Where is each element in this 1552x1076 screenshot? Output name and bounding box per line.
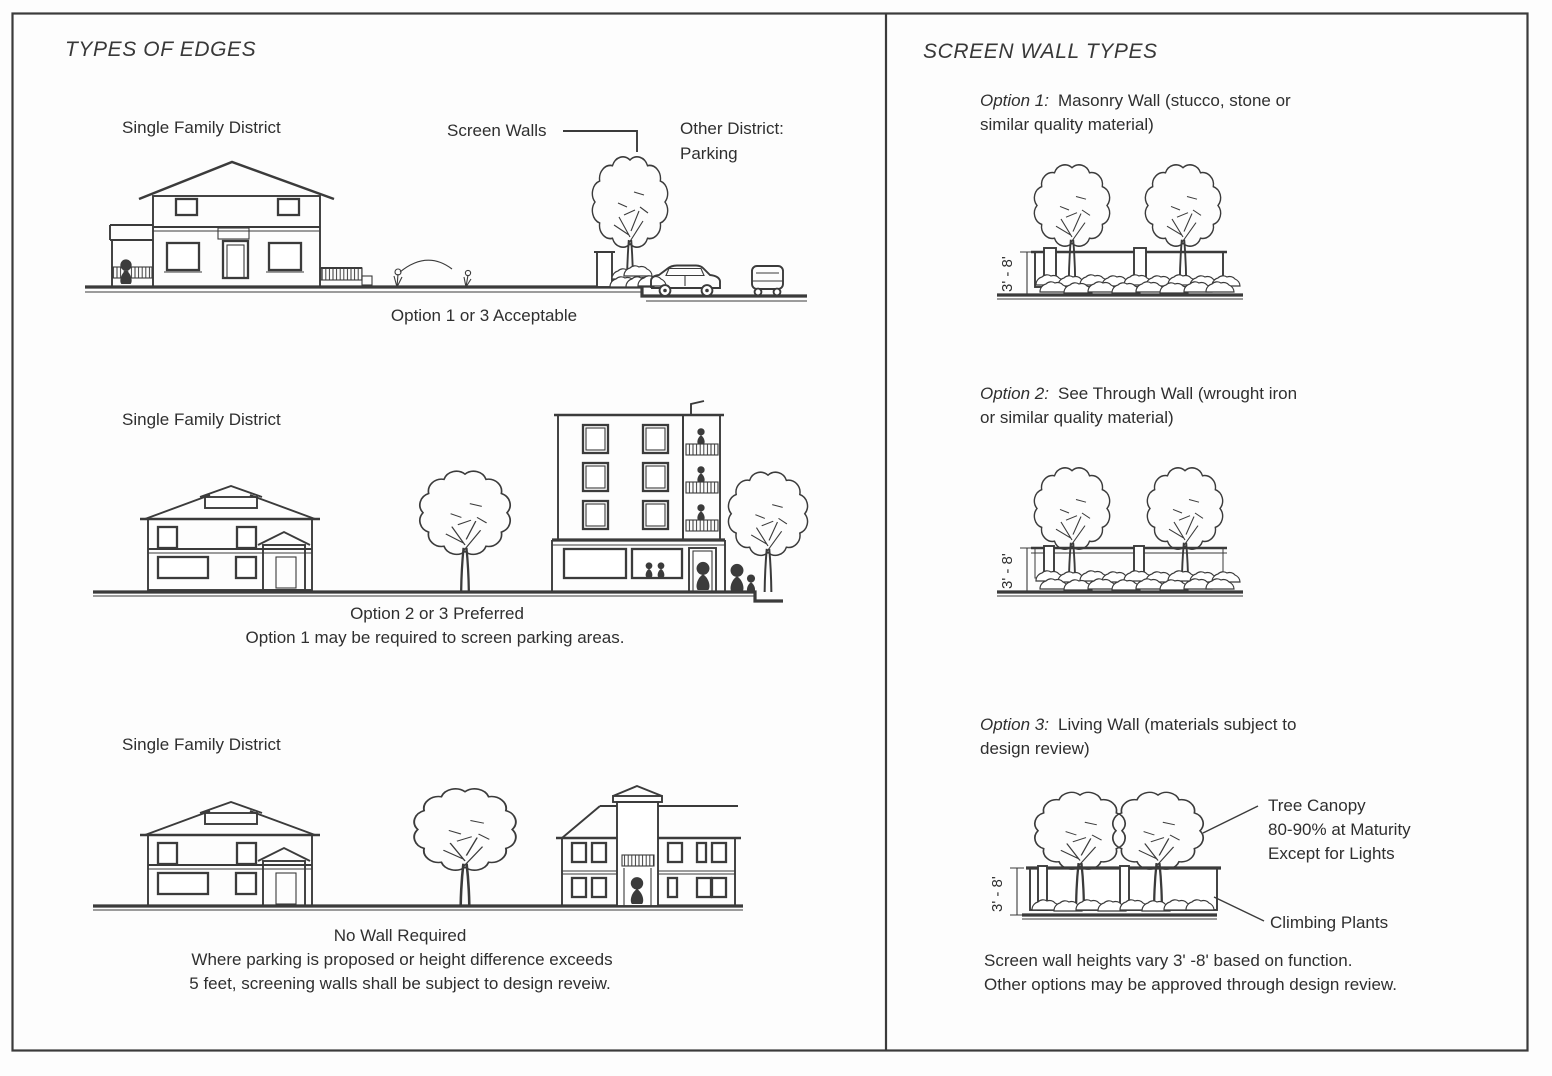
option1-dimension: 3' - 8' (999, 256, 1016, 292)
district-label-3: Single Family District (122, 735, 281, 754)
left-panel-title: TYPES OF EDGES (65, 38, 257, 61)
dimension-line (1010, 868, 1024, 915)
screen-wall-footer-1: Screen wall heights vary 3' -8' based on function. (984, 951, 1353, 970)
district-label-2: Single Family District (122, 410, 281, 429)
shrub-row (1036, 571, 1240, 590)
edge-diagram-2 (93, 401, 808, 601)
option1-desc1: Masonry Wall (stucco, stone or (1058, 91, 1291, 110)
car-rear-view (752, 266, 783, 295)
option3-drawing (1010, 792, 1264, 921)
district-label-1: Single Family District (122, 118, 281, 137)
diagram1-caption: Option 1 or 3 Acceptable (390, 306, 578, 325)
shrub-row (1036, 275, 1240, 293)
tree-canopy-annotation-3: Except for Lights (1268, 844, 1395, 863)
option3-text (980, 713, 1296, 761)
tree-canopy-leader (1203, 806, 1258, 833)
street-tree (414, 789, 516, 906)
diagram3-caption-2: Where parking is proposed or height difference exceeds (191, 950, 613, 969)
other-district-label-1: Other District: (680, 119, 784, 138)
house-single-family-1 (110, 162, 372, 287)
diagram2-caption-1: Option 2 or 3 Preferred (350, 604, 524, 623)
option2-drawing (997, 468, 1243, 596)
option3-label: Option 3: (980, 715, 1049, 734)
edge-diagram-3 (93, 786, 743, 910)
mixed-use-building (552, 401, 725, 592)
climbing-plants-annotation: Climbing Plants (1270, 913, 1389, 932)
option1-label: Option 1: (980, 91, 1049, 110)
yard-shrub (394, 260, 471, 287)
wall-base-shrub (610, 266, 666, 287)
option3-desc2: design review) (980, 739, 1090, 758)
apartment-building (556, 786, 741, 906)
pedestrian (731, 564, 744, 592)
screen-walls-leader (563, 131, 637, 152)
screen-wall-footer-2: Other options may be approved through design review. (984, 975, 1397, 994)
option1-text (980, 89, 1291, 137)
option1-drawing (997, 165, 1243, 299)
option2-label: Option 2: (980, 384, 1049, 403)
option2-desc1: See Through Wall (wrought iron (1058, 384, 1298, 403)
diagram3-caption-1: No Wall Required (333, 926, 467, 945)
climbing-plants-leader (1214, 897, 1264, 921)
option1-desc2: similar quality material) (980, 115, 1154, 134)
house-single-family-2 (140, 486, 320, 590)
dimension-line (1020, 252, 1034, 295)
other-district-label-2: Parking (680, 144, 738, 163)
tree-canopy-annotation-1: Tree Canopy (1268, 796, 1366, 815)
option3-desc1: Living Wall (materials subject to (1058, 715, 1297, 734)
street-tree (420, 471, 510, 591)
diagram2-caption-2: Option 1 may be required to screen parking areas. (245, 628, 625, 647)
dimension-line (1020, 548, 1034, 592)
house-single-family-3 (140, 802, 320, 906)
pedestrian-child (747, 574, 755, 592)
right-panel-title: SCREEN WALL TYPES (923, 40, 1158, 63)
option2-desc2: or similar quality material) (980, 408, 1174, 427)
tree-canopy-annotation-2: 80-90% at Maturity (1268, 820, 1411, 839)
option3-dimension: 3' - 8' (989, 876, 1006, 912)
option2-text (980, 382, 1297, 430)
option2-dimension: 3' - 8' (999, 553, 1016, 589)
diagram3-caption-3: 5 feet, screening walls shall be subject to design reveiw. (189, 974, 611, 993)
screen-walls-label: Screen Walls (447, 121, 547, 140)
